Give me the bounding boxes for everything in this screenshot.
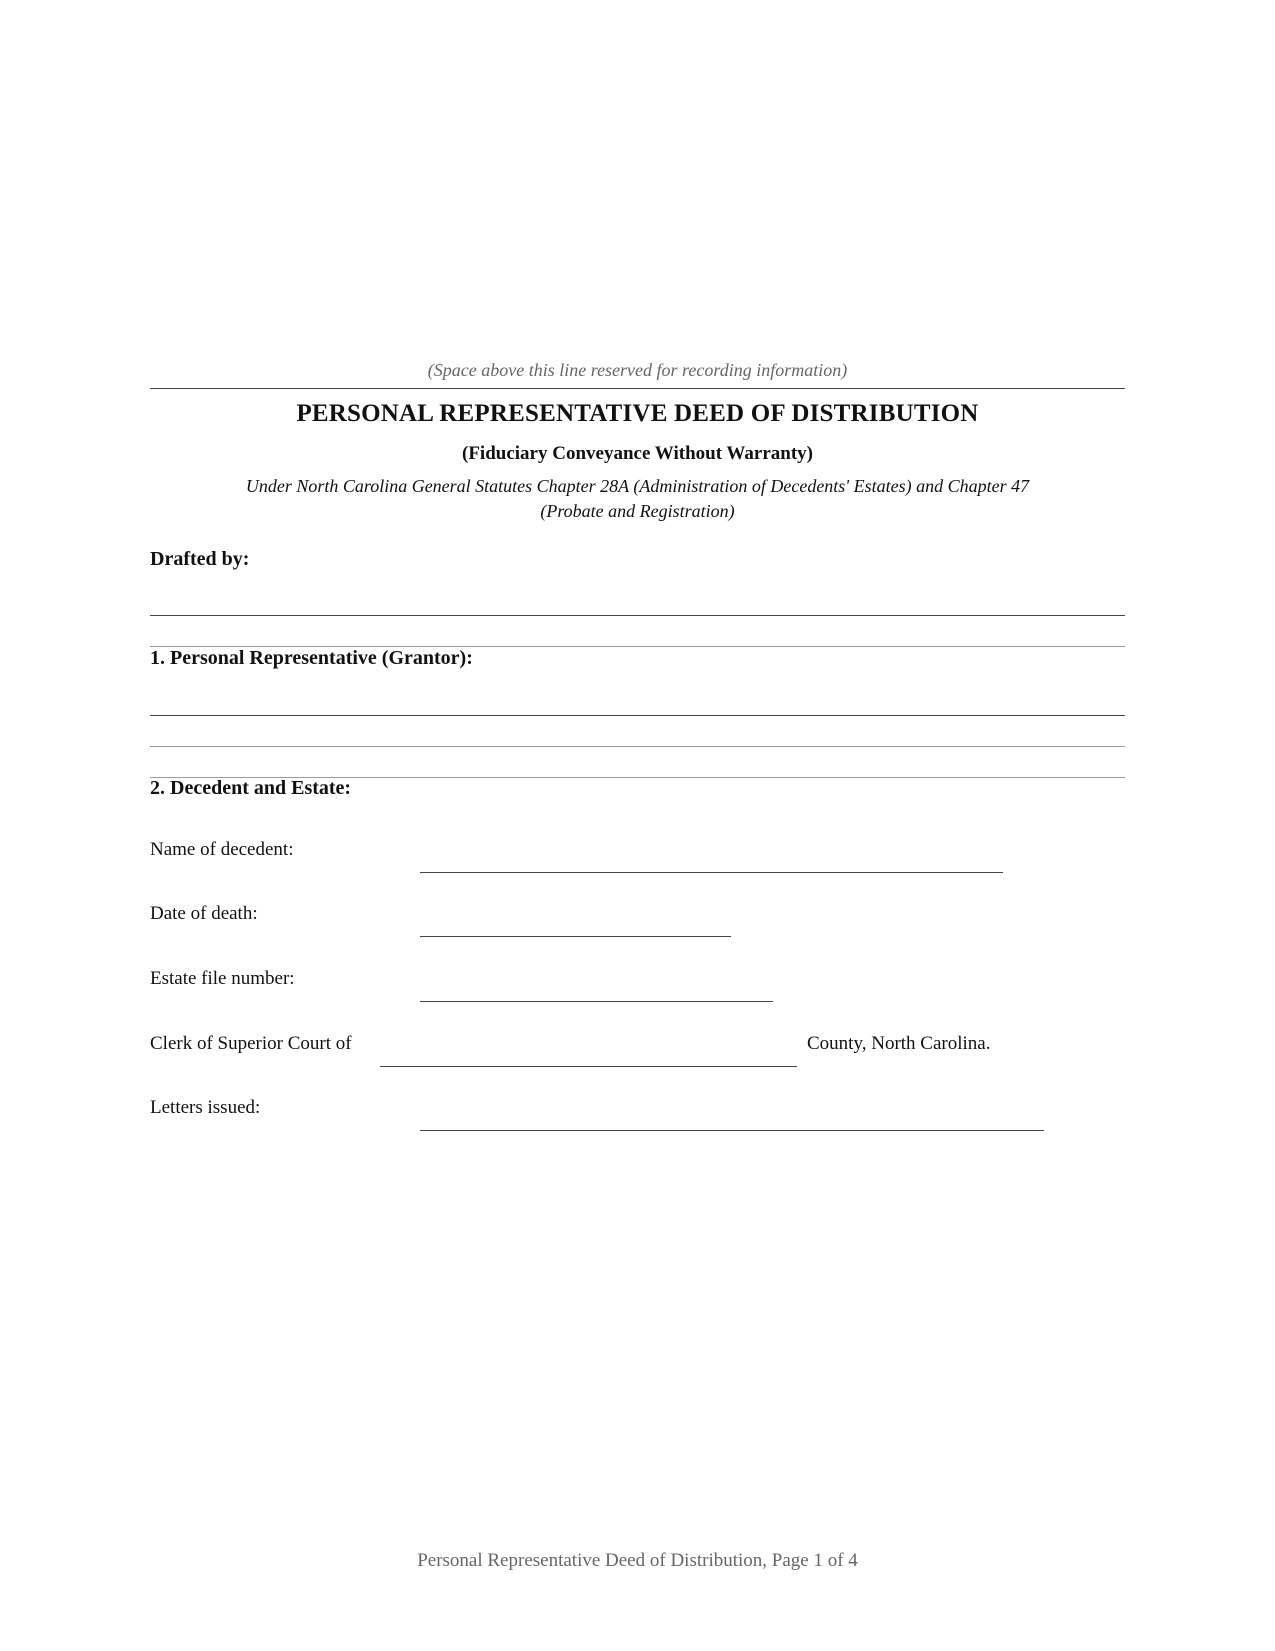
clerk-county-field[interactable]	[380, 1066, 797, 1067]
recording-space-note: (Space above this line reserved for recording information)	[427, 360, 848, 380]
clerk-county-label: Clerk of Superior Court of	[150, 1033, 352, 1054]
date-of-death-label: Date of death:	[150, 903, 258, 924]
date-of-death-field[interactable]	[420, 936, 731, 937]
estate-file-number-field[interactable]	[420, 1001, 773, 1002]
grantor-line-2[interactable]	[150, 746, 1125, 747]
authority-line-1: Under North Carolina General Statutes Chapter 28A (Administration of Decedents' Estates) and Chapter 47	[245, 476, 1030, 496]
section-2-heading: 2. Decedent and Estate:	[150, 777, 352, 799]
statutory-authority	[150, 474, 1125, 524]
estate-file-number-label: Estate file number:	[150, 968, 295, 989]
decedent-name-field[interactable]	[420, 872, 1003, 873]
drafted-by-label: Drafted by:	[150, 548, 250, 570]
authority-line-2: (Probate and Registration)	[540, 501, 735, 521]
section-1-heading: 1. Personal Representative (Grantor):	[150, 647, 473, 669]
page-footer: Personal Representative Deed of Distribution, Page 1 of 4	[417, 1550, 858, 1571]
document-title: PERSONAL REPRESENTATIVE DEED OF DISTRIBUTION	[296, 400, 979, 427]
recording-divider	[150, 388, 1125, 389]
clerk-county-suffix: County, North Carolina.	[807, 1033, 991, 1054]
letters-issued-field[interactable]	[420, 1130, 1044, 1131]
document-subtitle: (Fiduciary Conveyance Without Warranty)	[462, 443, 813, 464]
decedent-name-label: Name of decedent:	[150, 839, 294, 860]
drafted-by-line[interactable]	[150, 615, 1125, 616]
grantor-line[interactable]	[150, 715, 1125, 716]
letters-issued-label: Letters issued:	[150, 1097, 261, 1118]
